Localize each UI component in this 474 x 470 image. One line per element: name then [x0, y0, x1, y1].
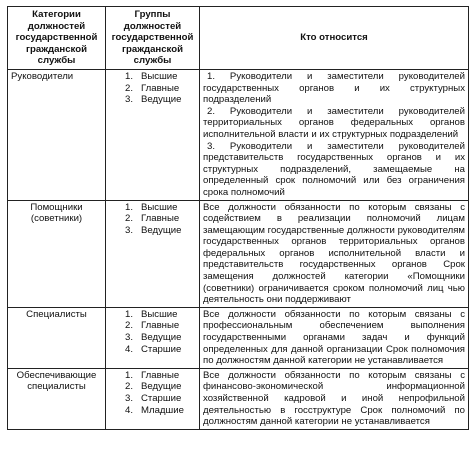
- groups-list: [109, 370, 196, 416]
- group-item: 4. Младшие: [124, 404, 184, 416]
- who-text: Все должности обязанности по которым связаны с финансово-экономической информационной хозяйственной кадровой и иной непрофильной деятельностью в госструктуре Срок полномочий по должностям данной категории не устанавливается: [203, 369, 465, 428]
- who-item: 3. Руководители и заместители руководителей представительств государственных органов и их структурных подразделений, замещаемые на определенный срок полномочий или без ограничения срока полномочий: [203, 140, 465, 198]
- category-cell: Специалисты: [8, 307, 106, 368]
- group-item: 1. Высшие: [124, 308, 178, 320]
- category-cell: Руководители: [8, 69, 106, 200]
- groups-list: [109, 309, 196, 355]
- group-item: 1. Высшие: [124, 70, 178, 82]
- category-cell: Обеспечивающие специалисты: [8, 368, 106, 429]
- group-label: Старшие: [141, 393, 182, 404]
- group-label: Главные: [141, 320, 180, 332]
- who-text: Все должности обязанности по которым связаны с профессиональным обеспечением выполнения государственными органами задач и функций определенных для данной организации Срок полномочия по должностям данной категории не устанавливается: [203, 308, 465, 367]
- group-label: Главные: [141, 82, 180, 94]
- header-categories: Категории должностей государственной гражданской службы: [8, 7, 106, 70]
- groups-list: [109, 202, 196, 237]
- header-groups: Группы должностей государственной гражданской службы: [106, 7, 200, 70]
- group-label: Высшие: [141, 70, 178, 82]
- who-item: 1. Руководители и заместители руководителей государственных органов и их структурных подразделений: [203, 70, 465, 106]
- who-cell: [200, 368, 469, 429]
- group-label: Главные: [141, 213, 180, 225]
- table-row: [8, 368, 469, 429]
- group-item: 2. Ведущие: [124, 381, 182, 393]
- group-item: 3. Ведущие: [124, 332, 182, 344]
- group-label: Высшие: [141, 308, 178, 320]
- group-item: 4. Старшие: [124, 343, 182, 355]
- positions-table-container: [7, 6, 468, 430]
- civil-service-positions-table: [7, 6, 469, 430]
- group-label: Главные: [141, 369, 180, 381]
- group-item: 3. Ведущие: [124, 224, 182, 236]
- groups-cell: [106, 69, 200, 200]
- groups-cell: [106, 307, 200, 368]
- group-label: Ведущие: [141, 332, 182, 344]
- group-item: 2. Главные: [124, 82, 180, 94]
- group-label: Старшие: [141, 343, 182, 355]
- header-who: Кто относится: [200, 7, 469, 70]
- who-cell: [200, 69, 469, 200]
- table-header-row: [8, 7, 469, 70]
- who-text: Все должности обязанности по которым связаны с содействием в реализации полномочий лицам замещающим государственные должности руководителям государственных органов территориальных органов федеральных органов исполнительной власти и представительств государственных органов Срок замещения должностей категории «Помощники (советники) ограничивается сроком полномочий лиц чью деятельность они поддерживают: [203, 201, 465, 306]
- table-row: [8, 200, 469, 307]
- table-row: [8, 69, 469, 200]
- groups-list: [109, 71, 196, 106]
- group-item: 3. Старшие: [124, 393, 182, 404]
- group-item: 3. Ведущие: [124, 94, 182, 106]
- group-item: 2. Главные: [124, 213, 180, 225]
- category-cell: Помощники (советники): [8, 200, 106, 307]
- group-item: 2. Главные: [124, 320, 180, 332]
- group-label: Младшие: [141, 404, 184, 416]
- group-item: 1. Высшие: [124, 201, 178, 213]
- group-label: Высшие: [141, 201, 178, 213]
- who-cell: [200, 307, 469, 368]
- group-label: Ведущие: [141, 224, 182, 236]
- groups-cell: [106, 368, 200, 429]
- group-label: Ведущие: [141, 94, 182, 106]
- group-item: 1. Главные: [124, 369, 180, 381]
- group-label: Ведущие: [141, 381, 182, 393]
- table-row: [8, 307, 469, 368]
- who-item: 2. Руководители и заместители руководителей территориальных органов федеральных органов исполнительной власти и их структурных подразделений: [203, 105, 465, 140]
- who-cell: [200, 200, 469, 307]
- groups-cell: [106, 200, 200, 307]
